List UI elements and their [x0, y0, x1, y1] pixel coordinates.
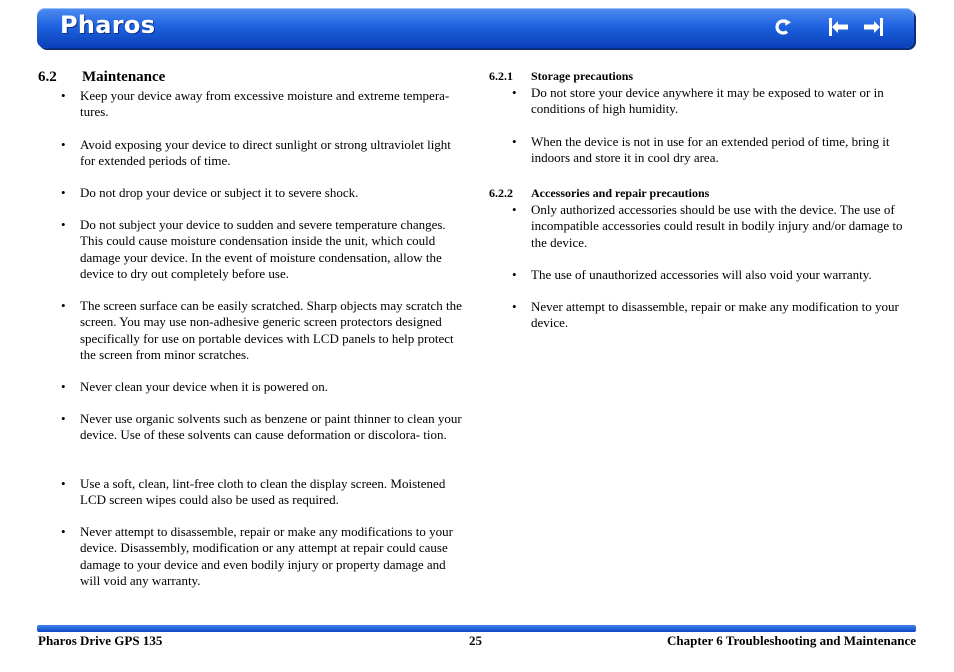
next-page-button[interactable] — [862, 17, 884, 37]
subsection-heading — [489, 186, 709, 201]
subsection-number: 6.2.2 — [489, 186, 513, 200]
page-number: 25 — [469, 633, 482, 648]
list-item-text: Never attempt to disassemble, repair or make any modification to your device. — [531, 299, 899, 331]
section-number: 6.2 — [38, 69, 57, 85]
bullet-mark: • — [61, 476, 66, 491]
list-item-text: Avoid exposing your device to direct sunlight or strong ultraviolet light for extended periods of time. — [80, 137, 451, 169]
bullet-mark: • — [512, 134, 517, 149]
next-page-icon — [862, 17, 884, 37]
list-item-text: Do not drop your device or subject it to severe shock. — [80, 185, 359, 200]
list-item-text: Keep your device away from excessive moisture and extreme tempera- tures. — [80, 88, 450, 120]
list-item-text: Do not subject your device to sudden and severe temperature changes. This could cause moisture condensation inside the unit, which could damage your device. In the event of moisture condensation, allow the device to dry out completely before use. — [80, 217, 446, 281]
section-heading — [38, 69, 165, 86]
list-item-text: Never use organic solvents such as benzene or paint thinner to clean your device. Use of these solvents can cause deformation or discolora- tion. — [80, 411, 462, 443]
bullet-mark: • — [61, 88, 66, 103]
back-icon — [772, 17, 794, 37]
previous-page-button[interactable] — [828, 17, 850, 37]
bullet-mark: • — [61, 379, 66, 394]
section-title: Maintenance — [82, 69, 166, 85]
bullet-mark: • — [61, 298, 66, 313]
subsection-title: Accessories and repair precautions — [531, 186, 710, 200]
bullet-mark: • — [61, 137, 66, 152]
list-item-text: Do not store your device anywhere it may be exposed to water or in conditions of high humidity. — [531, 85, 884, 117]
footer-chapter: Chapter 6 Troubleshooting and Maintenance — [667, 633, 916, 648]
footer-rule — [37, 625, 916, 632]
bullet-mark: • — [61, 185, 66, 200]
list-item-text: Never attempt to disassemble, repair or make any modifications to your device. Disassembly, modification or any attempt at repair could cause damage to your device and even bodily injury or property damage and will void any warranty. — [80, 524, 453, 588]
subsection-title: Storage precautions — [531, 69, 634, 83]
list-item-text: When the device is not in use for an extended period of time, bring it indoors and store it in cool dry area. — [531, 134, 890, 166]
bullet-mark: • — [61, 524, 66, 539]
list-item-text: Never clean your device when it is powered on. — [80, 379, 328, 394]
footer-product: Pharos Drive GPS 135 — [38, 633, 163, 648]
previous-page-icon — [828, 17, 850, 37]
brand-logo: Pharos — [60, 11, 156, 39]
list-item-text: The use of unauthorized accessories will also void your warranty. — [531, 267, 872, 282]
list-item-text: Use a soft, clean, lint-free cloth to clean the display screen. Moistened LCD screen wipes could also be used as required. — [80, 476, 446, 508]
bullet-mark: • — [512, 85, 517, 100]
bullet-mark: • — [61, 217, 66, 232]
bullet-mark: • — [512, 267, 517, 282]
bullet-mark: • — [512, 202, 517, 217]
bullet-mark: • — [512, 299, 517, 314]
back-button[interactable] — [772, 17, 794, 37]
subsection-number: 6.2.1 — [489, 69, 513, 83]
list-item-text: The screen surface can be easily scratched. Sharp objects may scratch the screen. You may use non-adhesive generic screen protectors designed specifically for use on portable devices with LCD panels to help protect the screen from minor scratches. — [80, 298, 462, 362]
subsection-heading — [489, 69, 633, 84]
list-item-text: Only authorized accessories should be use with the device. The use of incompatible accessories could result in bodily injury and/or damage to the device. — [531, 202, 903, 250]
header-bar — [37, 8, 914, 48]
bullet-mark: • — [61, 411, 66, 426]
